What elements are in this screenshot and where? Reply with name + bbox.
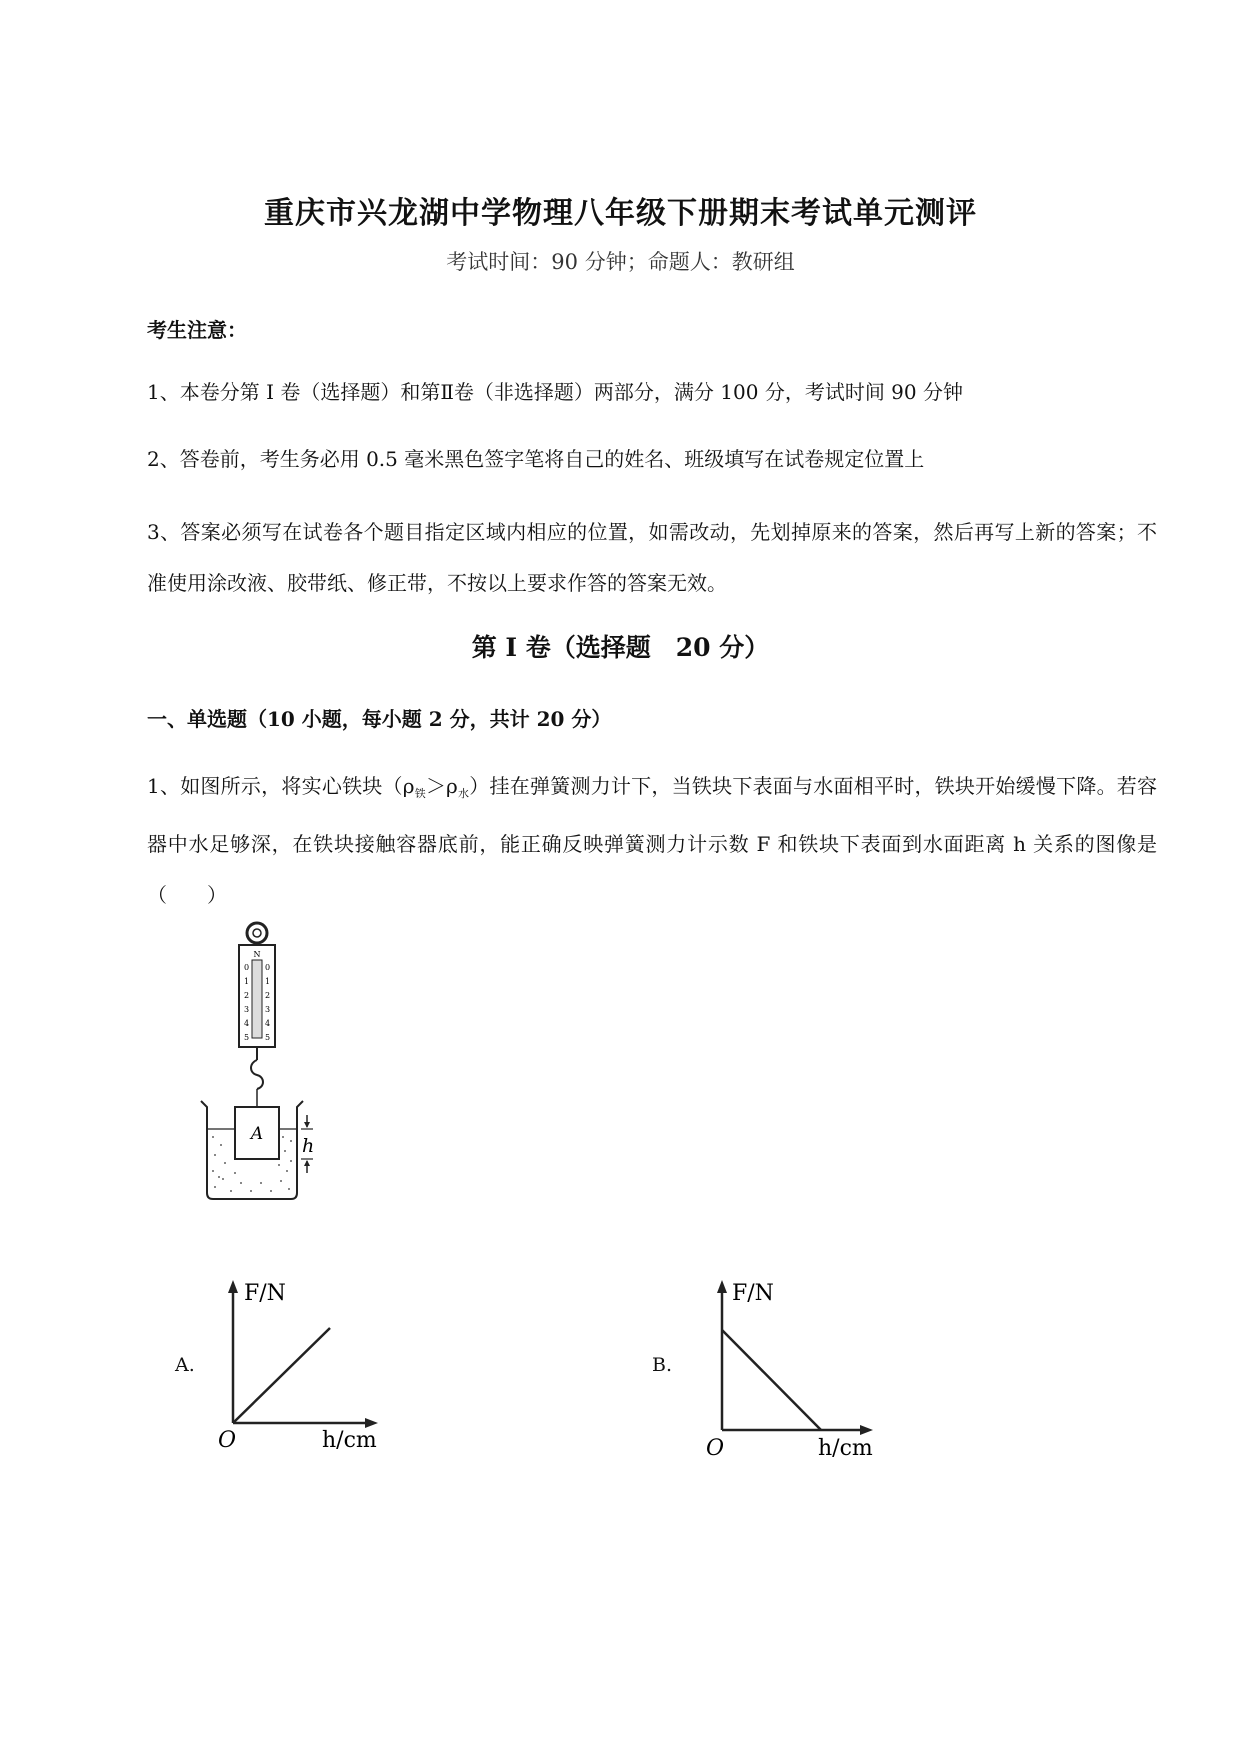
tick-0-right: 0 — [265, 963, 271, 972]
option-b-graph[interactable] — [700, 1275, 885, 1460]
scale-ring — [247, 923, 267, 943]
question-1-text — [147, 761, 1157, 921]
depth-label: h — [302, 1135, 315, 1157]
block-label: A — [250, 1124, 264, 1144]
spring-scale-figure — [195, 915, 345, 1215]
scale-unit: N — [253, 950, 261, 959]
arrow-up-icon — [304, 1160, 310, 1166]
exam-info: 考试时间：90 分钟；命题人：教研组 — [446, 250, 795, 274]
x-arrow-icon — [860, 1425, 873, 1435]
tick-2-right: 2 — [265, 991, 271, 1000]
graph-line-increasing — [233, 1328, 330, 1423]
tick-0-left: 0 — [244, 963, 250, 972]
section-title: 第 I 卷（选择题 20 分） — [471, 633, 770, 662]
arrow-down-icon — [304, 1122, 310, 1128]
question-text-start: 1、如图所示，将实心铁块（ρ — [147, 774, 415, 798]
option-a-label[interactable]: A. — [175, 1354, 195, 1376]
comparison-symbol: ＞ρ — [426, 774, 458, 798]
origin-label: O — [706, 1436, 725, 1460]
tick-3-right: 3 — [265, 1005, 271, 1014]
y-arrow-icon — [228, 1280, 238, 1293]
tick-1-right: 1 — [265, 977, 271, 986]
x-arrow-icon — [365, 1418, 378, 1428]
y-arrow-icon — [717, 1280, 727, 1293]
rho-iron-subscript: 铁 — [414, 787, 427, 800]
y-axis-label: F/N — [732, 1281, 774, 1306]
x-axis-label: h/cm — [818, 1436, 873, 1460]
rho-water-subscript: 水 — [457, 787, 470, 800]
hook-icon — [251, 1060, 263, 1089]
tick-4-right: 4 — [265, 1019, 271, 1028]
tick-3-left: 3 — [244, 1005, 250, 1014]
tick-5-left: 5 — [244, 1033, 250, 1042]
tick-1-left: 1 — [244, 977, 250, 986]
x-axis-label: h/cm — [322, 1428, 377, 1453]
notice-item-3: 3、答案必须写在试卷各个题目指定区域内相应的位置，如需改动，先划掉原来的答案，然后再写上新的答案；不准使用涂改液、胶带纸、修正带，不按以上要求作答的答案无效。 — [147, 520, 1157, 595]
tick-4-left: 4 — [244, 1019, 250, 1028]
part-heading: 一、单选题（10 小题，每小题 2 分，共计 20 分） — [147, 707, 612, 731]
question-text-end: ）挂在弹簧测力计下，当铁块下表面与水面相平时，铁块开始缓慢下降。若容器中水足够深，在铁块接触容器底前，能正确反映弹簧测力计示数 F 和铁块下表面到水面距离 h 关系的图像是（ ） — [147, 774, 1158, 907]
page-title: 重庆市兴龙湖中学物理八年级下册期末考试单元测评 — [264, 196, 977, 231]
y-axis-label: F/N — [244, 1281, 286, 1306]
origin-label: O — [218, 1428, 237, 1453]
tick-2-left: 2 — [244, 991, 250, 1000]
notice-item-1: 1、本卷分第 I 卷（选择题）和第Ⅱ卷（非选择题）两部分，满分 100 分，考试时间 90 分钟 — [147, 380, 963, 404]
notice-item-2: 2、答卷前，考生务必用 0.5 毫米黑色签字笔将自己的姓名、班级填写在试卷规定位置上 — [147, 447, 925, 471]
tick-5-right: 5 — [265, 1033, 271, 1042]
option-a-graph[interactable] — [210, 1275, 395, 1455]
option-b-label[interactable]: B. — [652, 1354, 673, 1376]
scale-ring-inner — [253, 929, 261, 937]
scale-tube — [252, 960, 262, 1038]
notice-heading: 考生注意： — [147, 318, 247, 342]
graph-line-decreasing — [722, 1330, 821, 1430]
